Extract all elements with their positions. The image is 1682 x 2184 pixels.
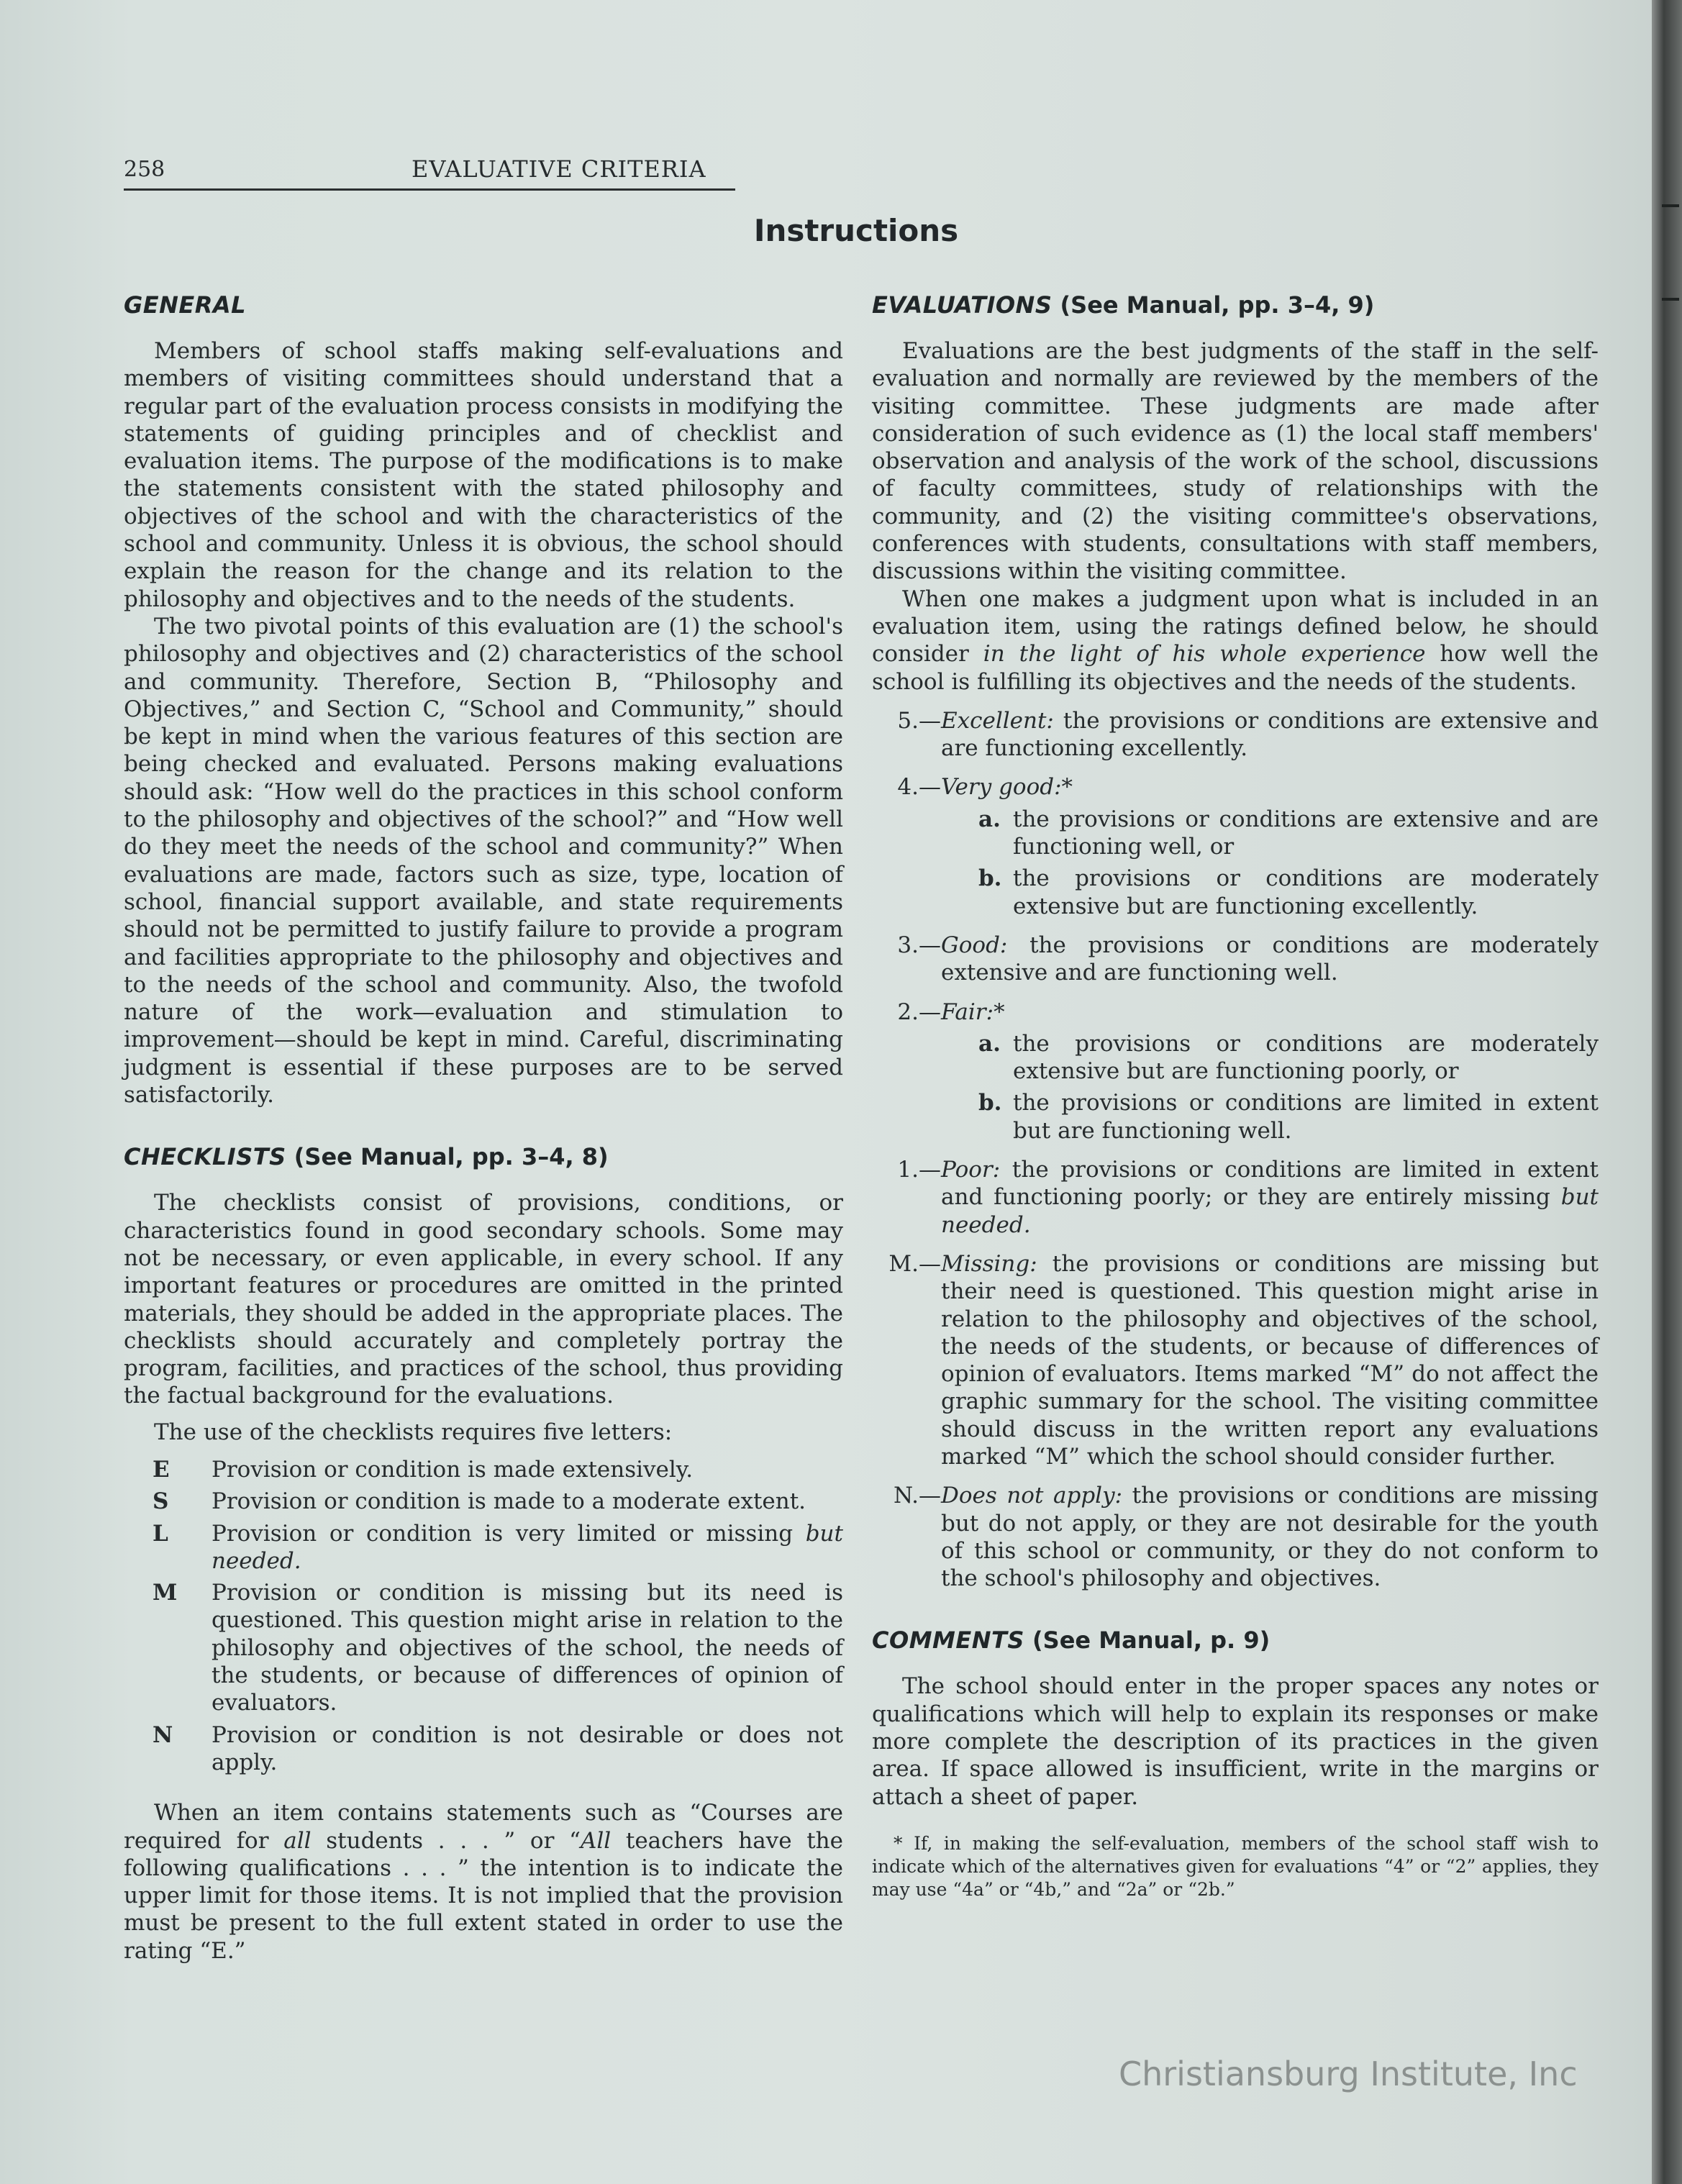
rating-2b: b. the provisions or conditions are limited in extent but are functioning well.	[978, 1090, 1599, 1144]
rating-m: M.— Missing: the provisions or conditions are missing but their need is questioned. This question might arise in relation to the philosophy and objectives of the school, the needs of the students, or because of differences of opinion of evaluators. Items marked “M” do not affect the graphic summary for the school. The visiting committee should discuss in the written report any evaluations marked “M” which the school should consider further.	[888, 1250, 1599, 1470]
running-header	[124, 157, 735, 191]
edge-tick	[1662, 298, 1679, 301]
checklists-heading: CHECKLISTS (See Manual, pp. 3–4, 8)	[124, 1143, 609, 1171]
list-item	[124, 1721, 843, 1777]
letter-key: N	[153, 1721, 173, 1748]
general-paragraph-1: Members of school staffs making self-evaluations and members of visiting committees should understand that a regular part of the evaluation process consists in modifying the statements of guiding principles and of checklist and evaluation items. The purpose of the modifications is to make the statements consistent with the stated philosophy and objectives of the school and with the characteristics of the school and community. Unless it is obvious, the school should explain the reason for the change and its relation to the philosophy and objectives and to the needs of the students.	[124, 338, 843, 612]
rating-2: 2.— Fair:*	[897, 998, 1005, 1025]
checklists-closing: When an item contains statements such as “Courses are required for all students . . . ” or “All teachers have the following qualifications . . . ” the intention is to indicate the upper limit for those items. It is not implied that the provision must be present to the full extent stated in order to use the rating “E.”	[124, 1800, 843, 1964]
rating-3: 3.— Good: the provisions or conditions are moderately extensive and are functioning well.	[897, 932, 1599, 986]
letter-key: E	[153, 1456, 170, 1483]
rating-4a: a. the provisions or conditions are extensive and are functioning well, or	[978, 806, 1599, 860]
page-title: Instructions	[753, 213, 959, 248]
rating-1: 1.— Poor: the provisions or conditions are limited in extent and functioning poorly; or they are entirely missing but needed.	[897, 1157, 1599, 1238]
checklists-intro: The checklists consist of provisions, conditions, or characteristics found in good secondary schools. Some may not be necessary, or even applicable, in every school. If any important features or procedures are omitted in the printed materials, they should be added in the appropriate places. The checklists should accurately and completely portray the program, facilities, and practices of the school, thus providing the factual background for the evaluations.	[124, 1190, 843, 1409]
letter-list	[124, 1456, 843, 1776]
comments-heading: COMMENTS (See Manual, p. 9)	[872, 1626, 1270, 1655]
list-item	[124, 1456, 843, 1483]
general-paragraph-2: The two pivotal points of this evaluation are (1) the school's philosophy and objectives and (2) characteristics of the school and community. Therefore, Section B, “Philosophy and Objectives,” and Section C, “School and Community,” should be kept in mind when the various features of this section are being checked and evaluated. Persons making evaluations should ask: “How well do the practices in this school conform to the philosophy and objectives of the school?” and “How well do they meet the needs of the school and community?” When evaluations are made, factors such as size, type, location of school, financial support available, and state requirements should not be permitted to justify failure to provide a program and facilities appropriate to the philosophy and objectives and to the needs of the school and community. Also, the twofold nature of the work—evaluation and stimulation to improvement—should be kept in mind. Careful, discriminating judgment is essential if these purposes are to be served satisfactorily.	[124, 613, 843, 1109]
right-column	[872, 291, 1599, 1901]
letter-text: Provision or condition is very limited or missing but needed.	[212, 1520, 843, 1574]
letter-key: M	[153, 1580, 178, 1606]
left-column	[124, 291, 843, 1965]
rating-n: N.— Does not apply: the provisions or conditions are missing but do not apply, or they are not desirable for the youth of this school or community, or they do not conform to the school's philosophy and objectives.	[894, 1483, 1599, 1592]
letters-intro: The use of the checklists requires five letters:	[154, 1419, 673, 1445]
letter-key: L	[153, 1520, 168, 1547]
letter-text: Provision or condition is made to a moderate extent.	[212, 1488, 806, 1515]
general-heading: GENERAL	[124, 291, 247, 319]
letter-text: Provision or condition is missing but its need is questioned. This question might arise in relation to the philosophy and objectives of the school, the needs of the students, or because of differences of opinion of evaluators.	[212, 1580, 843, 1716]
evaluations-paragraph-1: Evaluations are the best judgments of the staff in the self-evaluation and normally are reviewed by the members of the visiting committee. These judgments are made after consideration of such evidence as (1) the local staff members' observation and analysis of the work of the school, discussions of faculty committees, study of relationships with the community, and (2) the visiting committee's observations, conferences with students, consultations with staff members, discussions within the visiting committee.	[872, 338, 1599, 585]
list-item	[124, 1488, 843, 1515]
list-item	[124, 1579, 843, 1716]
page-number: 258	[124, 157, 165, 182]
evaluations-paragraph-2: When one makes a judgment upon what is included in an evaluation item, using the ratings defined below, he should consider in the light of his whole experience how well the school is fulfilling its objectives and the needs of the students.	[872, 586, 1599, 695]
watermark: Christiansburg Institute, Inc	[1119, 2055, 1578, 2093]
page-edge-shadow	[1652, 0, 1682, 2184]
footnote: * If, in making the self-evaluation, members of the school staff wish to indicate which of the alternatives given for evaluations “4” or “2” applies, they may use “4a” or “4b,” and “2a” or “2b.”	[872, 1832, 1599, 1900]
rating-5: 5.— Excellent: the provisions or conditions are extensive and are functioning excellently.	[897, 707, 1599, 762]
comments-text: The school should enter in the proper spaces any notes or qualifications which will help to explain its responses or make more complete the description of its practices in the given area. If space allowed is insufficient, write in the margins or attach a sheet of paper.	[872, 1673, 1599, 1810]
evaluations-heading: EVALUATIONS (See Manual, pp. 3–4, 9)	[872, 291, 1375, 319]
edge-tick	[1662, 204, 1679, 207]
rating-4: 4.— Very good:*	[897, 774, 1073, 801]
list-item	[124, 1520, 843, 1575]
letter-key: S	[153, 1488, 169, 1515]
rating-2a: a. the provisions or conditions are moderately extensive but are functioning poorly, or	[978, 1030, 1599, 1085]
letter-text: Provision or condition is made extensively.	[212, 1456, 694, 1483]
running-title: EVALUATIVE CRITERIA	[412, 155, 706, 183]
rating-4b: b. the provisions or conditions are moderately extensive but are functioning excellently.	[978, 865, 1599, 919]
letter-text: Provision or condition is not desirable or does not apply.	[212, 1721, 843, 1775]
